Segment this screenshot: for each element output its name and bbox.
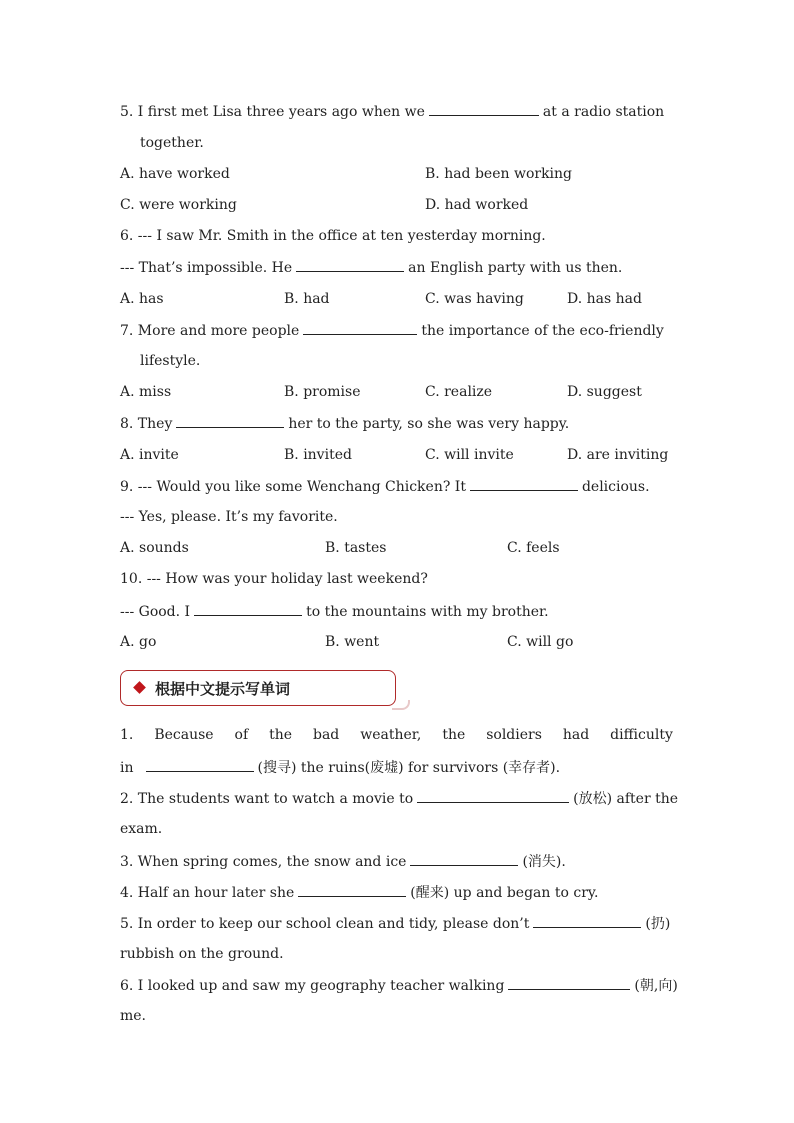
question-text: an English party with us then. — [408, 260, 623, 276]
option-c[interactable]: C. were working — [120, 197, 237, 213]
word-question-3-line-1 — [120, 851, 566, 872]
question-7-line-2: lifestyle. — [140, 353, 201, 369]
word-question-2-line-2: exam. — [120, 821, 163, 837]
option-d[interactable]: D. suggest — [567, 384, 642, 400]
option-a[interactable]: A. invite — [120, 447, 179, 463]
question-10-line-2 — [120, 601, 549, 622]
question-text: 5. In order to keep our school clean and tidy, please don’t — [120, 916, 530, 932]
question-text: the importance of the eco-friendly — [421, 323, 664, 339]
option-a[interactable]: A. have worked — [120, 166, 230, 182]
question-text: (扔) — [645, 916, 671, 932]
question-9-line-2: --- Yes, please. It’s my favorite. — [120, 509, 338, 525]
option-c[interactable]: C. was having — [425, 291, 524, 307]
question-text: (消失). — [522, 854, 566, 870]
question-10-line-1: 10. --- How was your holiday last weekend? — [120, 571, 428, 587]
option-b[interactable]: B. promise — [284, 384, 361, 400]
question-text: (搜寻) the ruins(废墟) for survivors (幸存者). — [257, 760, 561, 776]
option-c[interactable]: C. will go — [507, 634, 574, 650]
option-a[interactable]: A. has — [120, 291, 164, 307]
word-question-5-line-2: rubbish on the ground. — [120, 946, 284, 962]
word: bad — [312, 727, 340, 743]
question-9-line-1 — [120, 476, 650, 497]
answer-blank[interactable] — [429, 101, 539, 116]
question-6-line-2 — [120, 257, 622, 278]
diamond-icon — [133, 681, 146, 694]
answer-blank[interactable] — [470, 476, 578, 491]
answer-blank[interactable] — [176, 413, 284, 428]
option-d[interactable]: D. has had — [567, 291, 642, 307]
word-question-6-line-1 — [120, 975, 678, 996]
question-text: 4. Half an hour later she — [120, 885, 295, 901]
option-b[interactable]: B. had — [284, 291, 330, 307]
question-text: her to the party, so she was very happy. — [288, 416, 570, 432]
option-c[interactable]: C. feels — [507, 540, 560, 556]
answer-blank[interactable] — [508, 975, 630, 990]
answer-blank[interactable] — [146, 757, 254, 772]
question-text: (醒来) up and began to cry. — [410, 885, 599, 901]
word: the — [442, 727, 466, 743]
question-8-line-1 — [120, 413, 569, 434]
question-text: delicious. — [581, 479, 650, 495]
question-text: 9. --- Would you like some Wenchang Chicken? It — [120, 479, 466, 495]
option-a[interactable]: A. go — [120, 634, 157, 650]
question-7-line-1 — [120, 320, 664, 341]
question-text: at a radio station — [542, 104, 665, 120]
option-b[interactable]: B. tastes — [325, 540, 387, 556]
question-text: 8. They — [120, 416, 173, 432]
question-6-line-1: 6. --- I saw Mr. Smith in the office at ten yesterday morning. — [120, 228, 546, 244]
option-a[interactable]: A. sounds — [120, 540, 189, 556]
word: Because — [154, 727, 214, 743]
answer-blank[interactable] — [533, 913, 641, 928]
option-d[interactable]: D. had worked — [425, 197, 529, 213]
question-text: in — [120, 760, 134, 776]
question-text: 6. I looked up and saw my geography teacher walking — [120, 978, 505, 994]
word-question-1-line-2 — [120, 757, 560, 778]
word: weather, — [360, 727, 422, 743]
question-text: --- That’s impossible. He — [120, 260, 293, 276]
option-c[interactable]: C. will invite — [425, 447, 514, 463]
answer-blank[interactable] — [410, 851, 518, 866]
answer-blank[interactable] — [296, 257, 404, 272]
answer-blank[interactable] — [417, 788, 569, 803]
answer-blank[interactable] — [298, 882, 406, 897]
option-b[interactable]: B. went — [325, 634, 380, 650]
word: the — [269, 727, 293, 743]
question-5-line-1 — [120, 101, 664, 122]
section-header — [120, 670, 396, 706]
header-decoration — [392, 700, 410, 710]
option-a[interactable]: A. miss — [120, 384, 172, 400]
word-question-2-line-1 — [120, 788, 678, 809]
question-text: 7. More and more people — [120, 323, 300, 339]
question-text: --- Good. I — [120, 604, 191, 620]
word-question-6-line-2: me. — [120, 1008, 147, 1024]
answer-blank[interactable] — [194, 601, 302, 616]
question-text: 3. When spring comes, the snow and ice — [120, 854, 407, 870]
option-c[interactable]: C. realize — [425, 384, 493, 400]
word-question-1-line-1 — [120, 725, 673, 745]
option-b[interactable]: B. had been working — [425, 166, 573, 182]
word: difficulty — [610, 727, 673, 743]
word-question-5-line-1 — [120, 913, 670, 934]
question-text: 5. I first met Lisa three years ago when we — [120, 104, 425, 120]
question-5-line-2: together. — [140, 135, 204, 151]
word: of — [234, 727, 249, 743]
option-d[interactable]: D. are inviting — [567, 447, 669, 463]
answer-blank[interactable] — [303, 320, 417, 335]
question-text: to the mountains with my brother. — [306, 604, 549, 620]
question-text: (朝,向) — [634, 978, 678, 994]
word: 1. — [120, 727, 134, 743]
word: had — [562, 727, 590, 743]
section-title: 根据中文提示写单词 — [155, 680, 291, 698]
question-text: 2. The students want to watch a movie to — [120, 791, 414, 807]
question-text: (放松) after the — [573, 791, 679, 807]
option-b[interactable]: B. invited — [284, 447, 352, 463]
word: soldiers — [486, 727, 542, 743]
word-question-4-line-1 — [120, 882, 598, 903]
